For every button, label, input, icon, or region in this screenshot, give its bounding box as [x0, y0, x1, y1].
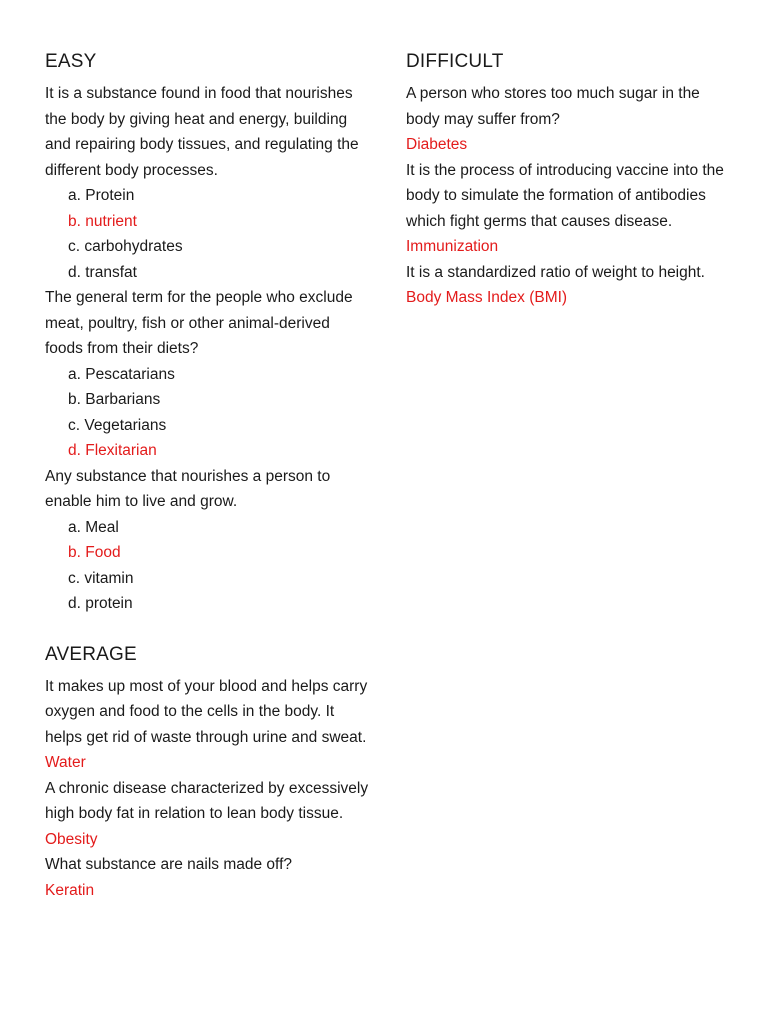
average-answer-1: Water	[45, 754, 86, 771]
option-item: a. Meal	[68, 518, 119, 536]
difficult-question-3: It is a standardized ratio of weight to height.	[406, 263, 705, 281]
easy-question-2: The general term for the people who exclude meat, poultry, fish or other animal-derived foods from their diets?	[45, 289, 353, 357]
difficult-question-1: A person who stores too much sugar in the body may suffer from?	[406, 85, 700, 128]
option-item: c. carbohydrates	[68, 238, 183, 255]
option-item: d. transfat	[68, 263, 137, 281]
difficult-answer-1: Diabetes	[406, 136, 468, 153]
section-heading-difficult: DIFFICULT	[406, 51, 504, 72]
easy-question-1-options	[45, 183, 370, 285]
option-item: d. protein	[68, 595, 133, 612]
option-item: b. Barbarians	[68, 391, 161, 408]
difficult-answer-3: Body Mass Index (BMI)	[406, 289, 568, 306]
easy-question-1: It is a substance found in food that nourishes the body by giving heat and energy, building and repairing body tissues, and regulating the different body processes.	[45, 85, 359, 179]
difficult-answer-2: Immunization	[406, 238, 499, 255]
option-item: a. Protein	[68, 187, 135, 204]
easy-question-3-options	[45, 515, 370, 617]
easy-question-3: Any substance that nourishes a person to enable him to live and grow.	[45, 467, 331, 510]
left-column	[45, 50, 370, 903]
option-item-correct: b. nutrient	[68, 212, 137, 230]
section-spacer	[45, 617, 370, 643]
option-item: c. vitamin	[68, 569, 134, 587]
option-item-correct: d. Flexitarian	[68, 442, 157, 459]
average-question-2: A chronic disease characterized by excessively high body fat in relation to lean body tissue.	[45, 779, 369, 822]
average-answer-2: Obesity	[45, 830, 98, 848]
option-item: c. Vegetarians	[68, 416, 167, 434]
section-heading-easy: EASY	[45, 51, 97, 72]
average-question-3: What substance are nails made off?	[45, 856, 292, 873]
right-column	[406, 50, 736, 311]
easy-question-2-options	[45, 362, 370, 464]
average-answer-3: Keratin	[45, 881, 95, 899]
section-heading-average: AVERAGE	[45, 643, 137, 665]
average-question-1: It makes up most of your blood and helps carry oxygen and food to the cells in the body. It helps get rid of waste through urine and sweat.	[45, 677, 368, 746]
option-item-correct: b. Food	[68, 544, 121, 561]
difficult-question-2: It is the process of introducing vaccine into the body to simulate the formation of antibodies which fight germs that causes disease.	[406, 161, 724, 230]
option-item: a. Pescatarians	[68, 365, 175, 383]
